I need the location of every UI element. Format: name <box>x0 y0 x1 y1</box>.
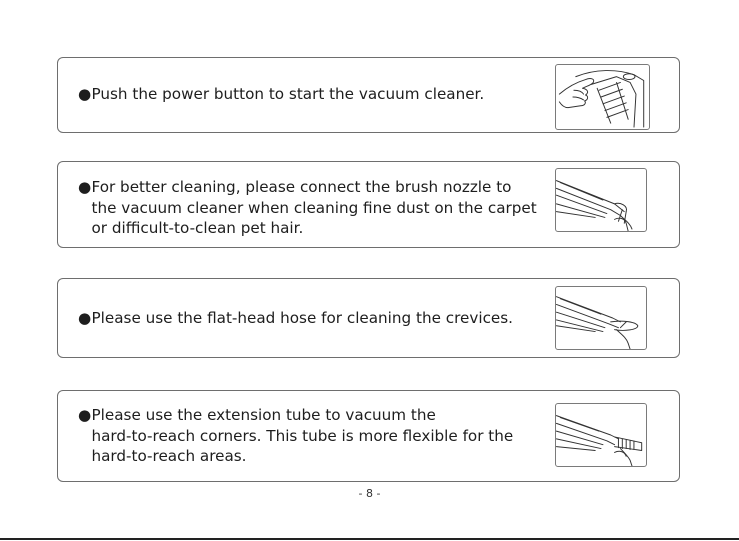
instruction-line: Please use the extension tube to vacuum the <box>91 406 436 424</box>
instruction-line: hard-to-reach areas. <box>91 447 247 465</box>
flat-head-hose-icon <box>555 286 647 350</box>
bottom-rule <box>0 538 739 540</box>
instruction-text <box>78 405 549 467</box>
instruction-card-flat-head-hose <box>57 278 680 358</box>
instruction-card-extension-tube <box>57 390 680 482</box>
bullet-icon: ● <box>78 85 92 103</box>
instruction-text <box>78 308 549 329</box>
instruction-card-brush-nozzle <box>57 161 680 248</box>
bullet-icon: ● <box>78 406 92 424</box>
instruction-text <box>78 84 549 105</box>
instruction-line: For better cleaning, please connect the brush nozzle to <box>91 178 512 196</box>
brush-nozzle-attachment-icon <box>555 168 647 232</box>
instruction-line: Push the power button to start the vacuum cleaner. <box>91 85 485 103</box>
instruction-line: or difficult-to-clean pet hair. <box>91 219 304 237</box>
instruction-line: the vacuum cleaner when cleaning fine dust on the carpet <box>91 198 537 217</box>
bullet-icon: ● <box>78 178 92 196</box>
hand-pressing-power-button-icon <box>555 64 650 130</box>
extension-tube-icon <box>555 403 647 467</box>
bullet-icon: ● <box>78 309 92 327</box>
instruction-card-power <box>57 57 680 133</box>
instruction-line: Please use the flat-head hose for cleaning the crevices. <box>91 309 513 327</box>
instruction-text <box>78 177 549 239</box>
instruction-line: hard-to-reach corners. This tube is more flexible for the <box>91 426 514 445</box>
page-number: - 8 - <box>358 487 381 500</box>
